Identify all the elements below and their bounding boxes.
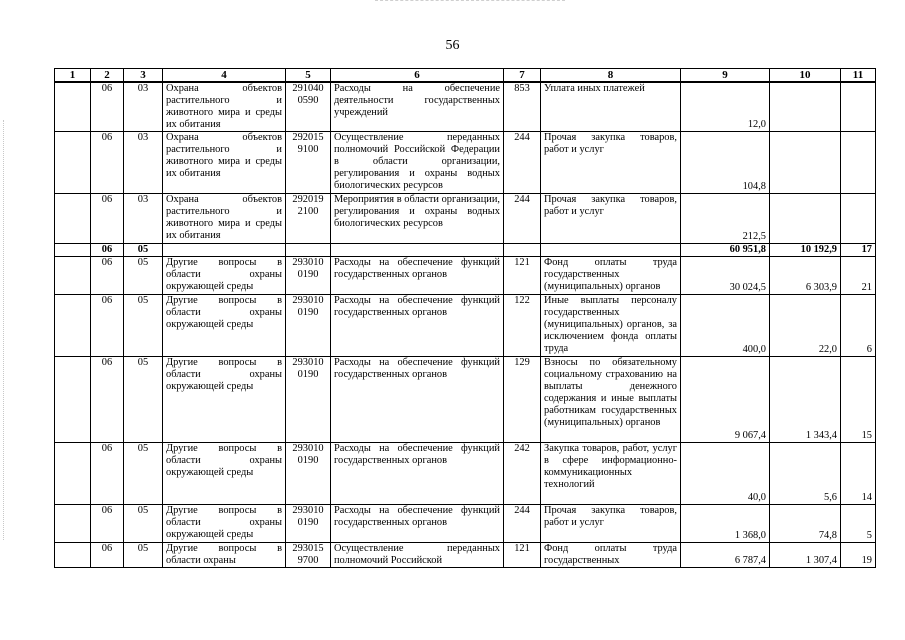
cell-amount: 12,0 — [681, 82, 770, 132]
cell-percent: 14 — [841, 443, 876, 505]
cell-amount-2 — [770, 194, 841, 244]
scan-margin-mark — [3, 120, 5, 540]
cell-section: 06 — [91, 295, 124, 357]
table-row — [55, 505, 876, 543]
page-number: 56 — [445, 38, 460, 53]
header-row — [55, 69, 876, 83]
cell-expense-code: 244 — [504, 132, 541, 194]
cell-expense-name: Фонд оплаты труда государственных — [541, 543, 681, 568]
cell-percent: 5 — [841, 505, 876, 543]
cell-section: 06 — [91, 132, 124, 194]
cell-subsection-name: Другие вопросы в области охраны окружающей среды — [163, 257, 286, 295]
cell-expense-name: Уплата иных платежей — [541, 82, 681, 132]
cell-percent: 21 — [841, 257, 876, 295]
column-header: 1 — [55, 69, 91, 83]
cell-col1 — [55, 543, 91, 568]
column-header: 5 — [286, 69, 331, 83]
cell-target-name: Осуществление переданных полномочий Российской Федерации в области организации, регулирования и охраны водных биологических ресурсов — [331, 132, 504, 194]
subtotal-row — [55, 244, 876, 257]
table-body — [55, 82, 876, 568]
column-header: 3 — [124, 69, 163, 83]
column-header: 7 — [504, 69, 541, 83]
cell-section: 06 — [91, 443, 124, 505]
cell-expense-name: Закупка товаров, работ, услуг в сфере информационно-коммуникационных технологий — [541, 443, 681, 505]
cell-target-code: 293010 0190 — [286, 443, 331, 505]
column-header: 4 — [163, 69, 286, 83]
cell-target-code: 292015 9100 — [286, 132, 331, 194]
cell-amount-2 — [770, 82, 841, 132]
cell-amount-2: 6 303,9 — [770, 257, 841, 295]
cell-expense-code: 244 — [504, 505, 541, 543]
cell-expense-code: 122 — [504, 295, 541, 357]
cell-amount-2: 1 307,4 — [770, 543, 841, 568]
cell-col1 — [55, 505, 91, 543]
table-row — [55, 357, 876, 443]
cell-col1 — [55, 194, 91, 244]
cell-amount: 104,8 — [681, 132, 770, 194]
table-row — [55, 257, 876, 295]
cell-section: 06 — [91, 257, 124, 295]
cell-percent: 17 — [841, 244, 876, 257]
cell-expense-code: 129 — [504, 357, 541, 443]
column-header: 6 — [331, 69, 504, 83]
cell-target-name: Осуществление переданных полномочий Российской — [331, 543, 504, 568]
cell-col1 — [55, 244, 91, 257]
column-header: 8 — [541, 69, 681, 83]
cell-percent: 19 — [841, 543, 876, 568]
cell-target-name: Расходы на обеспечение деятельности государственных учреждений — [331, 82, 504, 132]
cell-target-name: Расходы на обеспечение функций государственных органов — [331, 295, 504, 357]
cell-target-code: 292019 2100 — [286, 194, 331, 244]
cell-amount: 1 368,0 — [681, 505, 770, 543]
cell-col1 — [55, 82, 91, 132]
table-row — [55, 194, 876, 244]
cell-expense-code: 853 — [504, 82, 541, 132]
cell-target-name: Расходы на обеспечение функций государственных органов — [331, 443, 504, 505]
column-header: 2 — [91, 69, 124, 83]
cell-col1 — [55, 357, 91, 443]
cell-expense-name: Фонд оплаты труда государственных (муниципальных) органов — [541, 257, 681, 295]
cell-subsection: 05 — [124, 244, 163, 257]
column-header: 9 — [681, 69, 770, 83]
cell-amount: 40,0 — [681, 443, 770, 505]
cell-subsection-name: Охрана объектов растительного и животного мира и среды их обитания — [163, 132, 286, 194]
column-header: 11 — [841, 69, 876, 83]
cell-expense-name: Прочая закупка товаров, работ и услуг — [541, 132, 681, 194]
cell-amount-2: 22,0 — [770, 295, 841, 357]
column-header: 10 — [770, 69, 841, 83]
cell-subsection: 05 — [124, 505, 163, 543]
cell-section: 06 — [91, 357, 124, 443]
cell-expense-code: 244 — [504, 194, 541, 244]
cell-subsection: 03 — [124, 132, 163, 194]
cell-target-name: Расходы на обеспечение функций государственных органов — [331, 257, 504, 295]
cell-target-name: Расходы на обеспечение функций государственных органов — [331, 357, 504, 443]
cell-expense-name: Прочая закупка товаров, работ и услуг — [541, 194, 681, 244]
cell-target-code: 293010 0190 — [286, 295, 331, 357]
cell-subsection-name: Другие вопросы в области охраны окружающей среды — [163, 357, 286, 443]
cell-col1 — [55, 257, 91, 295]
cell-subsection: 05 — [124, 543, 163, 568]
cell-amount-2: 10 192,9 — [770, 244, 841, 257]
cell-target-name: Расходы на обеспечение функций государственных органов — [331, 505, 504, 543]
cell-col1 — [55, 443, 91, 505]
cell-subsection: 05 — [124, 443, 163, 505]
cell-section: 06 — [91, 543, 124, 568]
budget-table — [54, 68, 876, 568]
cell-amount: 6 787,4 — [681, 543, 770, 568]
cell-target-code — [286, 244, 331, 257]
cell-amount: 60 951,8 — [681, 244, 770, 257]
cell-subsection-name: Охрана объектов растительного и животного мира и среды их обитания — [163, 82, 286, 132]
cell-expense-name: Взносы по обязательному социальному страхованию на выплаты денежного содержания и иные выплаты работникам государственных (муниципальных) органов — [541, 357, 681, 443]
cell-amount: 9 067,4 — [681, 357, 770, 443]
cell-subsection: 05 — [124, 295, 163, 357]
scan-top-edge — [375, 0, 565, 3]
cell-section: 06 — [91, 244, 124, 257]
cell-expense-name — [541, 244, 681, 257]
cell-expense-code: 121 — [504, 257, 541, 295]
cell-expense-name: Прочая закупка товаров, работ и услуг — [541, 505, 681, 543]
cell-subsection: 03 — [124, 194, 163, 244]
cell-expense-code — [504, 244, 541, 257]
table-row — [55, 543, 876, 568]
cell-section: 06 — [91, 194, 124, 244]
cell-amount: 212,5 — [681, 194, 770, 244]
cell-percent: 15 — [841, 357, 876, 443]
cell-percent: 6 — [841, 295, 876, 357]
cell-subsection-name — [163, 244, 286, 257]
cell-amount: 400,0 — [681, 295, 770, 357]
cell-subsection: 05 — [124, 357, 163, 443]
cell-subsection-name: Другие вопросы в области охраны окружающей среды — [163, 505, 286, 543]
cell-subsection-name: Другие вопросы в области охраны окружающей среды — [163, 443, 286, 505]
cell-subsection-name: Другие вопросы в области охраны окружающей среды — [163, 295, 286, 357]
cell-target-code: 291040 0590 — [286, 82, 331, 132]
cell-subsection: 05 — [124, 257, 163, 295]
cell-percent — [841, 194, 876, 244]
table-row — [55, 82, 876, 132]
cell-percent — [841, 82, 876, 132]
table-row — [55, 443, 876, 505]
cell-amount: 30 024,5 — [681, 257, 770, 295]
cell-subsection-name: Охрана объектов растительного и животного мира и среды их обитания — [163, 194, 286, 244]
cell-expense-name: Иные выплаты персоналу государственных (муниципальных) органов, за исключением фонда оплаты труда — [541, 295, 681, 357]
cell-target-code: 293010 0190 — [286, 357, 331, 443]
cell-expense-code: 242 — [504, 443, 541, 505]
cell-amount-2: 1 343,4 — [770, 357, 841, 443]
cell-section: 06 — [91, 82, 124, 132]
cell-col1 — [55, 295, 91, 357]
cell-target-name: Мероприятия в области организации, регулирования и охраны водных биологических ресурсов — [331, 194, 504, 244]
cell-percent — [841, 132, 876, 194]
cell-target-name — [331, 244, 504, 257]
cell-subsection: 03 — [124, 82, 163, 132]
cell-col1 — [55, 132, 91, 194]
cell-amount-2: 74,8 — [770, 505, 841, 543]
cell-section: 06 — [91, 505, 124, 543]
cell-subsection-name: Другие вопросы в области охраны — [163, 543, 286, 568]
cell-target-code: 293010 0190 — [286, 257, 331, 295]
cell-target-code: 293010 0190 — [286, 505, 331, 543]
table-row — [55, 132, 876, 194]
cell-target-code: 293015 9700 — [286, 543, 331, 568]
cell-amount-2 — [770, 132, 841, 194]
cell-amount-2: 5,6 — [770, 443, 841, 505]
cell-expense-code: 121 — [504, 543, 541, 568]
table-row — [55, 295, 876, 357]
